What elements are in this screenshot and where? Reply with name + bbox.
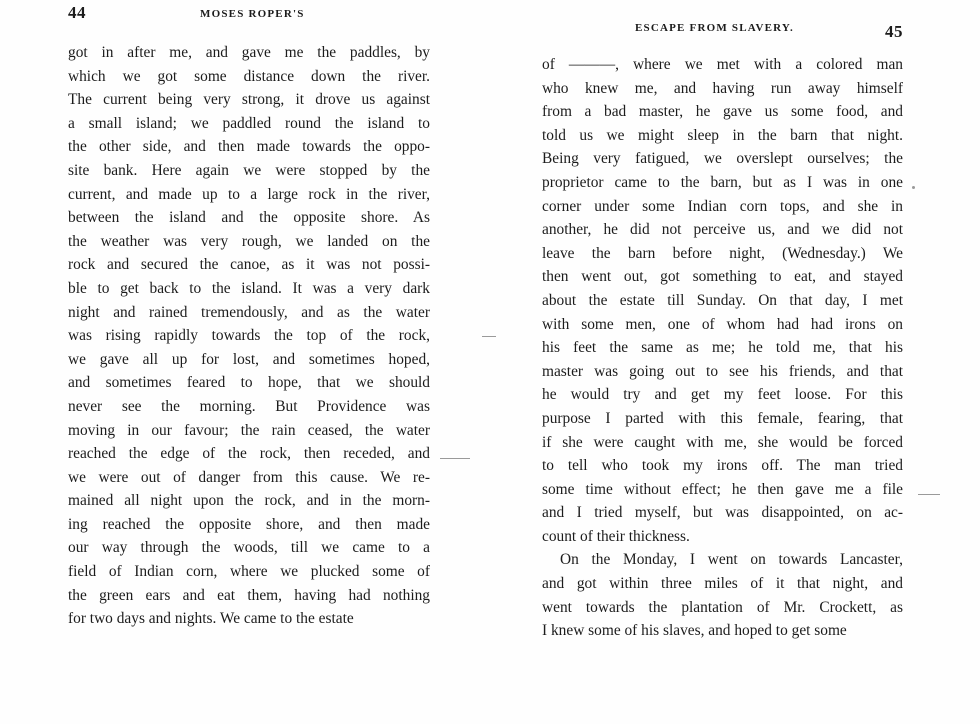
text-line: and sometimes feared to hope, that we should	[68, 374, 430, 392]
text-line: between the island and the opposite shore. As	[68, 209, 430, 227]
text-line: was rising rapidly towards the top of the rock,	[68, 327, 430, 345]
text-line: and got within three miles of it that night, and	[542, 575, 903, 593]
running-head: MOSES ROPER'S	[200, 8, 305, 20]
text-line: of ———, where we met with a colored man	[542, 56, 903, 73]
text-line: he would try and get my feet loose. For this	[542, 386, 903, 404]
text-line: from a bad master, he gave us some food, and	[542, 103, 903, 121]
body-text	[542, 53, 903, 643]
text-line: his feet the same as me; he told me, that his	[542, 339, 903, 357]
text-line: the weather was very rough, we landed on the	[68, 232, 430, 250]
text-line: current, and made up to a large rock in the river,	[68, 185, 430, 203]
text-line: for two days and nights. We came to the estate	[68, 610, 354, 628]
body-text	[68, 41, 430, 631]
page-number: 45	[885, 22, 903, 41]
text-line: ble to get back to the island. It was a very dark	[68, 279, 430, 297]
text-line: proprietor came to the barn, but as I was in one	[542, 173, 903, 191]
text-line: the green ears and eat them, having had nothing	[68, 586, 430, 604]
text-line: and I tried myself, but was disappointed, on ac-	[542, 504, 903, 522]
text-line: we were out of danger from this cause. We re-	[68, 468, 430, 486]
text-line: told us we might sleep in the barn that night.	[542, 126, 903, 144]
text-line: mained all night upon the rock, and in the morn-	[68, 492, 430, 510]
text-line: another, he did not perceive us, and we did not	[542, 221, 903, 239]
page-number: 44	[68, 3, 86, 22]
text-line: rock and secured the canoe, as it was not possi-	[68, 256, 430, 274]
text-line: never see the morning. But Providence was	[68, 397, 430, 415]
text-line: I knew some of his slaves, and hoped to get some	[542, 622, 847, 640]
text-line: field of Indian corn, where we plucked some of	[68, 563, 430, 581]
text-line: about the estate till Sunday. On that day, I met	[542, 291, 903, 309]
text-line: moving in our favour; the rain ceased, the water	[68, 421, 430, 439]
text-line: site bank. Here again we were stopped by the	[68, 161, 430, 179]
text-line: with some men, one of whom had had irons on	[542, 315, 903, 333]
text-line: count of their thickness.	[542, 527, 690, 545]
scan-mark	[912, 186, 915, 189]
text-line: Being very fatigued, we overslept ourselves; the	[542, 150, 903, 168]
text-line: ing reached the opposite shore, and then made	[68, 515, 430, 533]
text-line: to tell who took my irons off. The man tried	[542, 457, 903, 475]
text-line: purpose I parted with this female, fearing, that	[542, 409, 903, 427]
right-page	[490, 0, 980, 724]
scan-mark	[482, 336, 496, 337]
text-line: The current being very strong, it drove us against	[68, 91, 430, 109]
text-line: we gave all up for lost, and sometimes hoped,	[68, 350, 430, 368]
text-line: who knew me, and having run away himself	[542, 79, 903, 97]
text-line: went towards the plantation of Mr. Crockett, as	[542, 598, 903, 616]
text-line: reached the edge of the rock, then receded, and	[68, 445, 430, 463]
text-line: if she were caught with me, she would be forced	[542, 433, 903, 451]
text-line: master was going out to see his friends, and that	[542, 362, 903, 380]
running-head: ESCAPE FROM SLAVERY.	[635, 22, 795, 34]
text-line: some time without effect; he then gave me a file	[542, 480, 903, 498]
text-line: then went out, got something to eat, and stayed	[542, 268, 903, 286]
scan-mark	[440, 458, 470, 459]
text-line: our way through the woods, till we came to a	[68, 539, 430, 557]
text-line: the other side, and then made towards the oppo-	[68, 138, 430, 156]
text-line: got in after me, and gave me the paddles, by	[68, 44, 430, 61]
scan-mark	[918, 494, 940, 495]
text-line: leave the barn before night, (Wednesday.) We	[542, 244, 903, 262]
text-line: a small island; we paddled round the island to	[68, 114, 430, 132]
text-line: On the Monday, I went on towards Lancaster,	[560, 551, 903, 569]
text-line: which we got some distance down the river.	[68, 67, 430, 85]
text-line: corner under some Indian corn tops, and she in	[542, 197, 903, 215]
text-line: night and rained tremendously, and as the water	[68, 303, 430, 321]
